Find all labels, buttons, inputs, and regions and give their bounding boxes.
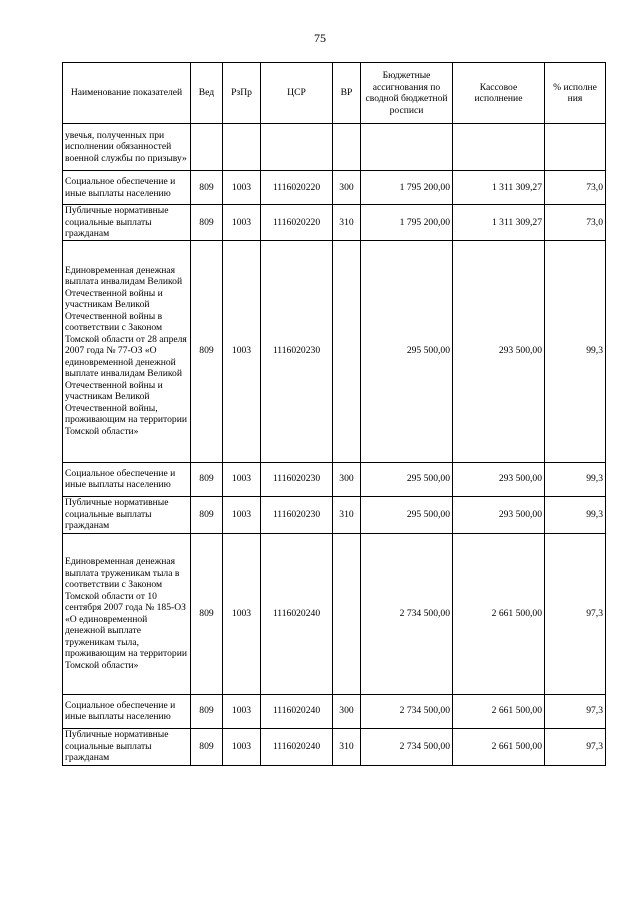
row-vr [333, 240, 361, 462]
row-cash: 2 661 500,00 [453, 533, 545, 694]
row-budget: 295 500,00 [361, 496, 453, 533]
row-rzpr: 1003 [223, 728, 261, 765]
table-row [63, 124, 606, 171]
row-pct: 99,3 [545, 496, 606, 533]
row-budget [361, 124, 453, 171]
row-vr: 310 [333, 728, 361, 765]
row-vr [333, 124, 361, 171]
row-cash: 293 500,00 [453, 240, 545, 462]
row-pct: 99,3 [545, 462, 606, 496]
row-cash: 2 661 500,00 [453, 728, 545, 765]
row-cash: 1 311 309,27 [453, 171, 545, 205]
row-vr: 300 [333, 694, 361, 728]
row-csr [261, 124, 333, 171]
row-ved: 809 [191, 533, 223, 694]
row-pct [545, 124, 606, 171]
row-ved [191, 124, 223, 171]
header-ved: Вед [191, 63, 223, 124]
row-pct: 97,3 [545, 694, 606, 728]
row-csr: 1116020240 [261, 728, 333, 765]
row-csr: 1116020240 [261, 533, 333, 694]
row-name: увечья, полученных при исполнении обязанностей военной службы по призыву» [63, 124, 191, 171]
row-pct: 99,3 [545, 240, 606, 462]
row-vr: 300 [333, 171, 361, 205]
row-ved: 809 [191, 694, 223, 728]
table-row [63, 728, 606, 765]
header-pct: % исполне ния [545, 63, 606, 124]
row-pct: 73,0 [545, 205, 606, 241]
row-budget: 1 795 200,00 [361, 171, 453, 205]
row-pct: 73,0 [545, 171, 606, 205]
row-name: Социальное обеспечение и иные выплаты населению [63, 694, 191, 728]
row-ved: 809 [191, 728, 223, 765]
row-rzpr: 1003 [223, 171, 261, 205]
row-rzpr [223, 124, 261, 171]
row-csr: 1116020230 [261, 240, 333, 462]
row-rzpr: 1003 [223, 240, 261, 462]
header-name: Наименование показателей [63, 63, 191, 124]
row-rzpr: 1003 [223, 694, 261, 728]
row-budget: 295 500,00 [361, 462, 453, 496]
header-vr: ВР [333, 63, 361, 124]
row-rzpr: 1003 [223, 496, 261, 533]
table-row [63, 240, 606, 462]
row-csr: 1116020240 [261, 694, 333, 728]
row-name: Единовременная денежная выплата инвалидам Великой Отечественной войны и участникам Великой Отечественной войны в соответствии с Законом Томской области от 28 апреля 2007 года № 77-ОЗ «О единовременной денежной выплате инвалидам Великой Отечественной войны и участникам Великой Отечественной войны, проживающим на территории Томской области» [63, 240, 191, 462]
row-csr: 1116020230 [261, 462, 333, 496]
row-cash: 293 500,00 [453, 496, 545, 533]
row-pct: 97,3 [545, 533, 606, 694]
row-csr: 1116020220 [261, 205, 333, 241]
row-budget: 2 734 500,00 [361, 728, 453, 765]
row-name: Единовременная денежная выплата труженикам тыла в соответствии с Законом Томской области от 10 сентября 2007 года № 185-ОЗ «О единовременной денежной выплате труженикам тыла, проживающим на территории Томской области» [63, 533, 191, 694]
row-csr: 1116020220 [261, 171, 333, 205]
header-rzpr: РзПр [223, 63, 261, 124]
row-cash [453, 124, 545, 171]
row-ved: 809 [191, 205, 223, 241]
row-ved: 809 [191, 462, 223, 496]
row-name: Социальное обеспечение и иные выплаты населению [63, 171, 191, 205]
row-budget: 295 500,00 [361, 240, 453, 462]
row-csr: 1116020230 [261, 496, 333, 533]
table-header-row [63, 63, 606, 124]
row-name: Социальное обеспечение и иные выплаты населению [63, 462, 191, 496]
row-rzpr: 1003 [223, 462, 261, 496]
row-cash: 293 500,00 [453, 462, 545, 496]
row-name: Публичные нормативные социальные выплаты гражданам [63, 496, 191, 533]
row-name: Публичные нормативные социальные выплаты гражданам [63, 728, 191, 765]
row-vr: 310 [333, 205, 361, 241]
row-ved: 809 [191, 171, 223, 205]
row-vr [333, 533, 361, 694]
row-name: Публичные нормативные социальные выплаты гражданам [63, 205, 191, 241]
table-row [63, 496, 606, 533]
table-row [63, 171, 606, 205]
row-budget: 2 734 500,00 [361, 533, 453, 694]
table-row [63, 205, 606, 241]
row-budget: 1 795 200,00 [361, 205, 453, 241]
row-budget: 2 734 500,00 [361, 694, 453, 728]
page-number: 75 [314, 31, 326, 45]
row-vr: 300 [333, 462, 361, 496]
header-cash: Кассовое исполнение [453, 63, 545, 124]
row-ved: 809 [191, 496, 223, 533]
table-row [63, 694, 606, 728]
row-cash: 1 311 309,27 [453, 205, 545, 241]
row-ved: 809 [191, 240, 223, 462]
row-vr: 310 [333, 496, 361, 533]
row-pct: 97,3 [545, 728, 606, 765]
header-budget: Бюджетные ассигнования по сводной бюджетной росписи [361, 63, 453, 124]
row-cash: 2 661 500,00 [453, 694, 545, 728]
row-rzpr: 1003 [223, 205, 261, 241]
table-row [63, 533, 606, 694]
budget-execution-table [62, 62, 606, 766]
header-csr: ЦСР [261, 63, 333, 124]
row-rzpr: 1003 [223, 533, 261, 694]
table-row [63, 462, 606, 496]
